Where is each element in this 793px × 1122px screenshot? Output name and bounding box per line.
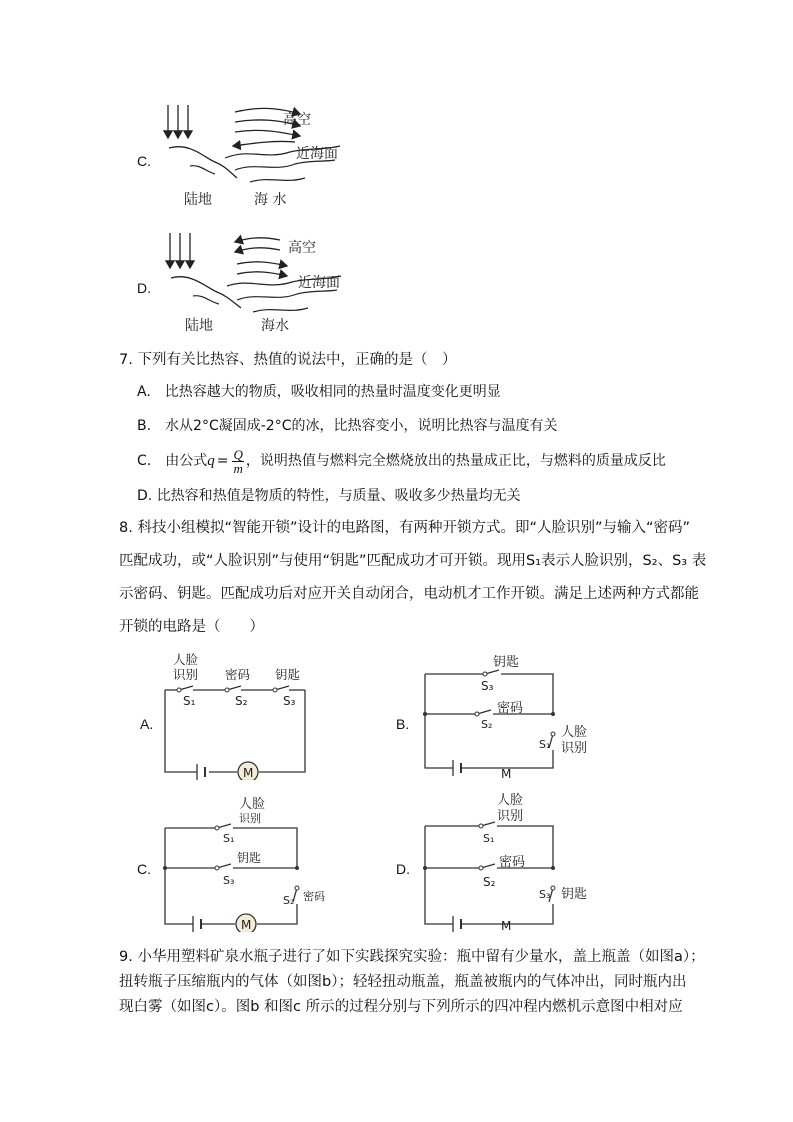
q6-option-c-letter: C. <box>137 153 151 169</box>
label-sea: 海水 <box>261 318 289 334</box>
label-face-2: 识别 <box>497 809 524 824</box>
q7-stem: 7. 下列有关比热容、热值的说法中，正确的是（ ） <box>119 352 457 368</box>
motor-label: M <box>501 767 512 780</box>
formula-equals: = <box>216 453 229 469</box>
label-face-1: 人脸 <box>497 793 524 808</box>
q7-option-c-prefix: C. 由公式 <box>137 453 208 469</box>
label-face-2: 识别 <box>173 667 199 682</box>
label-land: 陆地 <box>185 318 213 334</box>
label-key: 钥匙 <box>493 655 520 670</box>
label-near-sea: 近海面 <box>296 146 338 162</box>
airflow-arrow <box>235 238 280 242</box>
label-high-altitude: 高空 <box>288 240 316 256</box>
label-s2: S₂ <box>481 718 493 731</box>
label-s1: S₁ <box>183 694 196 708</box>
label-s3: S₃ <box>539 888 551 901</box>
motor-label: M <box>241 918 252 932</box>
q8-line-1: 8. 科技小组模拟“智能开锁”设计的电路图，有两种开锁方式。即“人脸识别”与输入“密码” <box>119 520 691 536</box>
label-s3: S₃ <box>481 679 494 693</box>
circuit-c-letter: C. <box>137 861 151 877</box>
q8-line-4: 开锁的电路是（ ） <box>119 619 264 635</box>
q8-line-2: 匹配成功，或“人脸识别”与使用“钥匙”匹配成功才可开锁。现用S₁表示人脸识别，S₂、S₃ 表 <box>119 553 707 569</box>
label-land: 陆地 <box>184 192 212 208</box>
q9-line-2: 扭转瓶子压缩瓶内的气体（如图b）；轻轻扭动瓶盖，瓶盖被瓶内的气体冲出，同时瓶内出 <box>119 974 687 990</box>
circuit-a-letter: A. <box>140 716 154 732</box>
q7-option-b: B. 水从2°C凝固成-2°C的冰，比热容变小，说明比热容与温度有关 <box>137 418 558 434</box>
q7-option-c-suffix: ，说明热值与燃料完全燃烧放出的热量成正比，与燃料的质量成反比 <box>245 453 666 469</box>
label-s1: S₁ <box>223 832 235 845</box>
label-key: 钥匙 <box>561 887 588 902</box>
formula-fraction <box>232 448 243 475</box>
q6-option-d-letter: D. <box>137 280 151 296</box>
circuit-d-letter: D. <box>396 861 410 877</box>
circuit-d-diagram <box>415 790 615 935</box>
label-s2: S₂ <box>483 875 496 889</box>
q7-option-c <box>137 444 666 478</box>
q7-option-d: D. 比热容和热值是物质的特性，与质量、吸收多少热量均无关 <box>137 488 521 504</box>
label-face-1: 人脸 <box>561 725 588 740</box>
q6-option-d-diagram <box>155 228 375 338</box>
label-sea: 海 水 <box>254 192 287 208</box>
label-s1: S₁ <box>483 832 495 845</box>
formula-denominator: m <box>233 460 243 476</box>
label-s2: S₂ <box>235 694 248 708</box>
circuit-b-letter: B. <box>396 716 410 732</box>
label-s3: S₃ <box>223 874 235 887</box>
q8-line-3: 示密码、钥匙。匹配成功后对应开关自动闭合，电动机才工作开锁。满足上述两种方式都能 <box>119 586 699 602</box>
q6-option-c-diagram <box>155 100 375 215</box>
airflow-arrow <box>233 141 295 146</box>
circuit-b-diagram <box>415 650 615 780</box>
label-password: 密码 <box>303 890 325 903</box>
circuit-c-diagram <box>155 792 340 932</box>
land-outline <box>171 277 241 308</box>
motor-label: M <box>243 766 254 780</box>
circuit-a-diagram <box>155 648 320 780</box>
label-face-2: 识别 <box>239 812 261 825</box>
label-face-1: 人脸 <box>173 652 199 667</box>
label-password: 密码 <box>497 701 524 716</box>
q9-line-3: 现白雾（如图c）。图b 和图c 所示的过程分别与下列所示的四冲程内燃机示意图中相对应 <box>119 999 683 1015</box>
motor-label: M <box>501 919 512 933</box>
q9-line-1: 9. 小华用塑料矿泉水瓶子进行了如下实践探究实验：瓶中留有少量水，盖上瓶盖（如图a）； <box>119 949 705 965</box>
label-password: 密码 <box>499 855 526 870</box>
label-near-sea: 近海面 <box>298 275 340 291</box>
label-face-1: 人脸 <box>239 797 266 812</box>
formula-numerator: Q <box>233 446 243 462</box>
q7-option-a: A. 比热容越大的物质，吸收相同的热量时温度变化更明显 <box>137 384 501 400</box>
formula-q: q <box>207 453 215 469</box>
label-s3: S₃ <box>283 694 296 708</box>
label-s2: S₂ <box>283 894 295 907</box>
label-key: 钥匙 <box>275 667 301 682</box>
land-outline <box>169 147 237 178</box>
label-face-2: 识别 <box>561 741 588 756</box>
airflow-arrow <box>237 262 287 266</box>
label-s1: S₁ <box>539 738 551 751</box>
label-key: 钥匙 <box>237 851 262 865</box>
label-high-altitude: 高空 <box>283 112 311 128</box>
label-password: 密码 <box>225 667 251 682</box>
